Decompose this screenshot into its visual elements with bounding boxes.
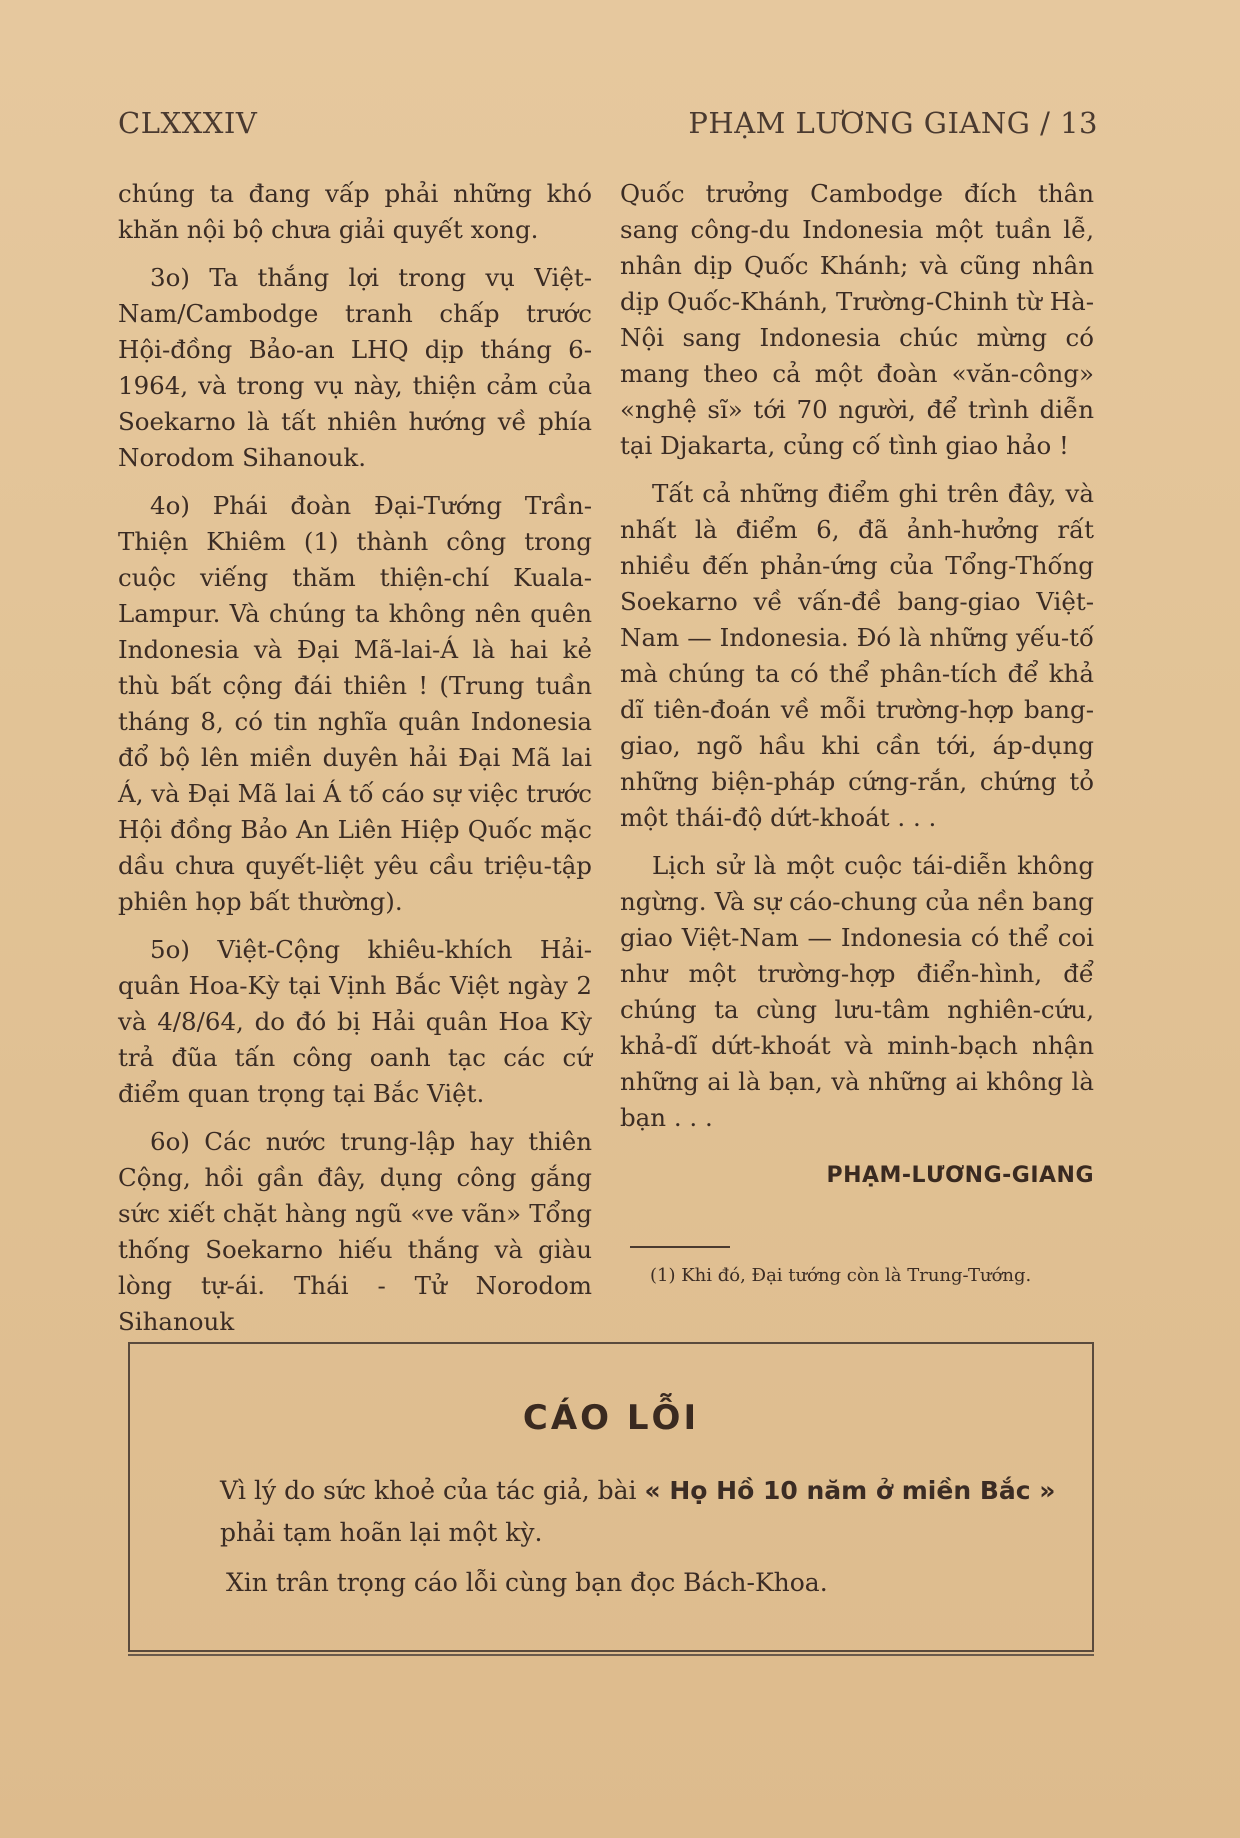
page-header xyxy=(118,106,1098,146)
issue-number: CLXXXIV xyxy=(118,106,258,140)
notice-text: phải tạm hoãn lại một kỳ. xyxy=(220,1518,543,1547)
bottom-divider xyxy=(128,1654,1094,1656)
paragraph: 5o) Việt-Cộng khiêu-khích Hải-quân Hoa-Kỳ tại Vịnh Bắc Việt ngày 2 và 4/8/64, do đó bị Hải quân Hoa Kỳ trả đũa tấn công oanh tạc các cứ điểm quan trọng tại Bắc Việt. xyxy=(118,935,592,1108)
paragraph: Lịch sử là một cuộc tái-diễn không ngừng. Và sự cáo-chung của nền bang giao Việt-Nam — Indonesia có thể coi như một trường-hợp điển-hình, để chúng ta cùng lưu-tâm nghiên-cứu, khả-dĩ dứt-khoát và minh-bạch nhận những ai là bạn, và những ai không là bạn . . . xyxy=(620,851,1094,1132)
notice-title: CÁO LỖI xyxy=(522,1398,700,1438)
paragraph: 6o) Các nước trung-lập hay thiên Cộng, hồi gần đây, dụng công gắng sức xiết chặt hàng ngũ «ve vãn» Tổng thống Soekarno hiếu thắng và giàu lòng tự-ái. Thái - Tử Norodom Sihanouk xyxy=(118,1127,592,1336)
paragraph: chúng ta đang vấp phải những khó khăn nội bộ chưa giải quyết xong. xyxy=(118,179,592,244)
notice-line: Xin trân trọng cáo lỗi cùng bạn đọc Bách-Khoa. xyxy=(226,1568,828,1597)
right-column xyxy=(620,176,1094,1304)
author-signature: PHẠM-LƯƠNG-GIANG xyxy=(826,1163,1094,1188)
notice-box xyxy=(128,1342,1094,1652)
paragraph: Quốc trưởng Cambodge đích thân sang công-du Indonesia một tuần lễ, nhân dịp Quốc Khánh; và cũng nhân dịp Quốc-Khánh, Trường-Chinh từ Hà-Nội sang Indonesia chúc mừng có mang theo cả một đoàn «văn-công» «nghệ sĩ» tới 70 người, để trình diễn tại Djakarta, củng cố tình giao hảo ! xyxy=(620,179,1094,460)
paragraph: Tất cả những điểm ghi trên đây, và nhất là điểm 6, đã ảnh-hưởng rất nhiều đến phản-ứng của Tổng-Thống Soekarno về vấn-đề bang-giao Việt-Nam — Indonesia. Đó là những yếu-tố mà chúng ta có thể phân-tích để khả dĩ tiên-đoán về mỗi trường-hợp bang-giao, ngõ hầu khi cần tới, áp-dụng những biện-pháp cứng-rắn, chứng tỏ một thái-độ dứt-khoát . . . xyxy=(620,479,1094,832)
notice-body xyxy=(160,1470,1060,1604)
notice-article-title: « Họ Hồ 10 năm ở miền Bắc » xyxy=(644,1476,1056,1505)
notice-line xyxy=(160,1470,1060,1554)
running-title: PHẠM LƯƠNG GIANG / 13 xyxy=(688,106,1098,140)
footnote-divider xyxy=(630,1246,730,1248)
notice-text: Vì lý do sức khoẻ của tác giả, bài xyxy=(220,1476,645,1505)
paragraph: 4o) Phái đoàn Đại-Tướng Trần-Thiện Khiêm (1) thành công trong cuộc viếng thăm thiện-chí Kuala-Lampur. Và chúng ta không nên quên Indonesia và Đại Mã-lai-Á là hai kẻ thù bất cộng đái thiên ! (Trung tuần tháng 8, có tin nghĩa quân Indonesia đổ bộ lên miền duyên hải Đại Mã lai Á, và Đại Mã lai Á tố cáo sự việc trước Hội đồng Bảo An Liên Hiệp Quốc mặc dầu chưa quyết-liệt yêu cầu triệu-tập phiên họp bất thường). xyxy=(118,491,592,916)
paragraph: 3o) Ta thắng lợi trong vụ Việt-Nam/Cambodge tranh chấp trước Hội-đồng Bảo-an LHQ dịp tháng 6-1964, và trong vụ này, thiện cảm của Soekarno là tất nhiên hướng về phía Norodom Sihanouk. xyxy=(118,263,592,472)
footnote: (1) Khi đó, Đại tướng còn là Trung-Tướng. xyxy=(650,1265,1032,1286)
left-column xyxy=(118,176,592,1352)
